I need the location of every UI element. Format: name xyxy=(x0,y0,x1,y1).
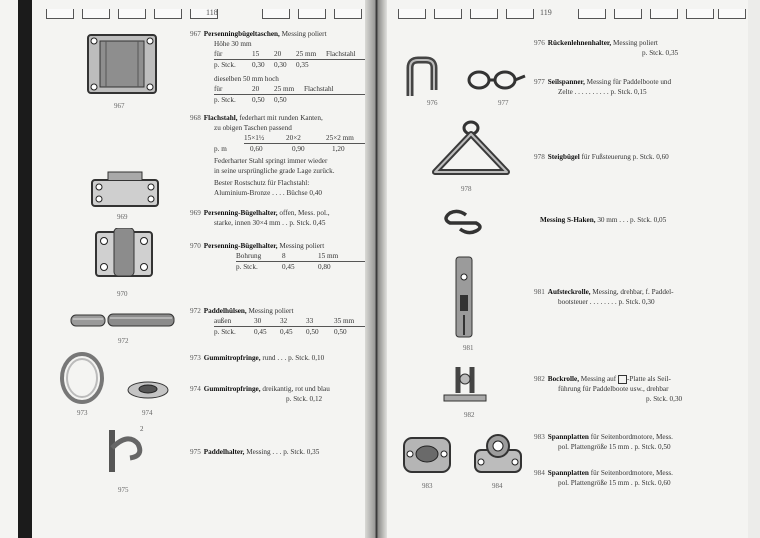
rope-tensioner-illustration xyxy=(467,70,527,90)
right-page-number: 119 xyxy=(540,8,552,17)
caption-972: 972 xyxy=(118,337,129,345)
header-tab xyxy=(578,9,606,19)
left-page-number: 118 xyxy=(206,8,218,17)
entry-976: 976 Rückenlehnenhalter, Messing poliert p. Stck. 0,35 xyxy=(534,39,679,57)
caption-983: 983 xyxy=(422,482,433,490)
header-tab xyxy=(46,9,74,19)
bracket-970-illustration xyxy=(94,228,154,278)
header-tab xyxy=(718,9,746,19)
header-tab xyxy=(614,9,642,19)
header-tab xyxy=(470,9,498,19)
entry-973: 973 Gummitropfringe, rund . . . p. Stck. 0,10 xyxy=(190,354,325,362)
entry-983: 983 Spannplatten für Seitenbordmotore, Mess. pol. Plattengröße 15 mm . p. Stck. 0,50 xyxy=(534,433,673,451)
caption-967: 967 xyxy=(114,102,125,110)
header-tab xyxy=(334,9,362,19)
entry-972: 972 Paddelhülsen, Messing poliert außen 30 32 33 35 mm p. Stck. 0,45 0,45 0,50 0,50 xyxy=(190,306,365,337)
paddle-sleeves-illustration xyxy=(70,311,176,329)
entry-970: 970 Persenning-Bügelhalter, Messing poliert Bohrung 8 15 mm p. Stck. 0,45 0,80 xyxy=(190,241,365,272)
clamp-plate-983-illustration xyxy=(402,434,452,476)
caption-973: 973 xyxy=(77,409,88,417)
clamp-plate-984-illustration xyxy=(473,432,523,476)
caption-981: 981 xyxy=(463,344,474,352)
header-tab xyxy=(650,9,678,19)
header-tab xyxy=(82,9,110,19)
clip-on-roller-illustration xyxy=(452,255,476,341)
block-roller-illustration xyxy=(442,363,488,407)
book-gutter xyxy=(365,0,387,538)
header-tab xyxy=(434,9,462,19)
header-tab xyxy=(154,9,182,19)
square-plate-icon xyxy=(618,375,627,384)
entry-981: 981 Aufsteckrolle, Messing, drehbar, f. Paddel- bootsteuer . . . . . . . . p. Stck. 0,30 xyxy=(534,288,674,306)
header-tab xyxy=(298,9,326,19)
backrest-holder-illustration xyxy=(402,56,440,98)
entry-977: 977 Seilspanner, Messing für Paddelboote und Zelte . . . . . . . . . . p. Stck. 0,15 xyxy=(534,78,672,96)
entry-969: 969 Persenning-Bügelhalter, offen, Mess. pol., starke, innen 30×4 mm . . p. Stck. 0,45 xyxy=(190,209,330,227)
stirrup-illustration xyxy=(425,120,517,182)
entry-975: 975 Paddelhalter, Messing . . . p. Stck. 0,35 xyxy=(190,448,320,456)
drip-ring-round-illustration xyxy=(60,352,104,404)
header-tab xyxy=(398,9,426,19)
caption-974: 974 xyxy=(142,409,153,417)
s-hook-illustration xyxy=(438,209,488,235)
entry-978: 978 Steigbügel für Fußsteuerung p. Stck. 0,60 xyxy=(534,153,669,161)
entry-974: 974 Gummitropfringe, dreikantig, rot und blau p. Stck. 0,12 xyxy=(190,385,330,403)
entry-984: 984 Spannplatten für Seitenbordmotore, Mess. pol. Plattengröße 15 mm . p. Stck. 0,60 xyxy=(534,469,673,487)
drip-ring-triangular-illustration xyxy=(126,380,170,400)
entry-967: 967 Persenningbügeltaschen, Messing poliert Höhe 30 mm für 15 20 25 mm Flachstahl p. Stck. 0,30 0,30 0,35 dieselben 50 mm hoch für 20 25 mm Flachstahl p. Stck. 0,50 0,50 xyxy=(190,29,365,105)
caption-982: 982 xyxy=(464,411,475,419)
paddle-holder-illustration xyxy=(98,422,154,480)
caption-984: 984 xyxy=(492,482,503,490)
entry-s-hook: Messing S-Haken, 30 mm . . . p. Stck. 0,05 xyxy=(540,216,667,224)
header-tab xyxy=(686,9,714,19)
caption-977: 977 xyxy=(498,99,509,107)
header-tab xyxy=(506,9,534,19)
left-page-edge xyxy=(18,0,32,538)
entry-982: 982 Bockrolle, Messing auf -Platte als Seil- führung für Paddelboote usw., drehbar p. Stck. 0,30 xyxy=(534,375,683,403)
entry-968: 968 Flachstahl, federhart mit runden Kanten, zu obigen Taschen passend 15×1½ 20×2 25×2 mm p. m 0,60 0,90 1,20 Federharter Stahl springt immer wieder in seine ursprüngliche grade Lage zurück. Bester Rostschutz für Flachstahl: Aluminium-Bronze . . . . Büchse 0,40 xyxy=(190,113,365,198)
caption-976: 976 xyxy=(427,99,438,107)
caption-970: 970 xyxy=(117,290,128,298)
bracket-969-illustration xyxy=(90,170,160,210)
caption-969: 969 xyxy=(117,213,128,221)
header-tab xyxy=(118,9,146,19)
header-tab xyxy=(262,9,290,19)
bracket-967-illustration xyxy=(86,33,158,95)
caption-975: 975 xyxy=(118,486,129,494)
caption-978: 978 xyxy=(461,185,472,193)
right-page-edge xyxy=(748,0,760,538)
svg-text:2: 2 xyxy=(140,425,144,433)
